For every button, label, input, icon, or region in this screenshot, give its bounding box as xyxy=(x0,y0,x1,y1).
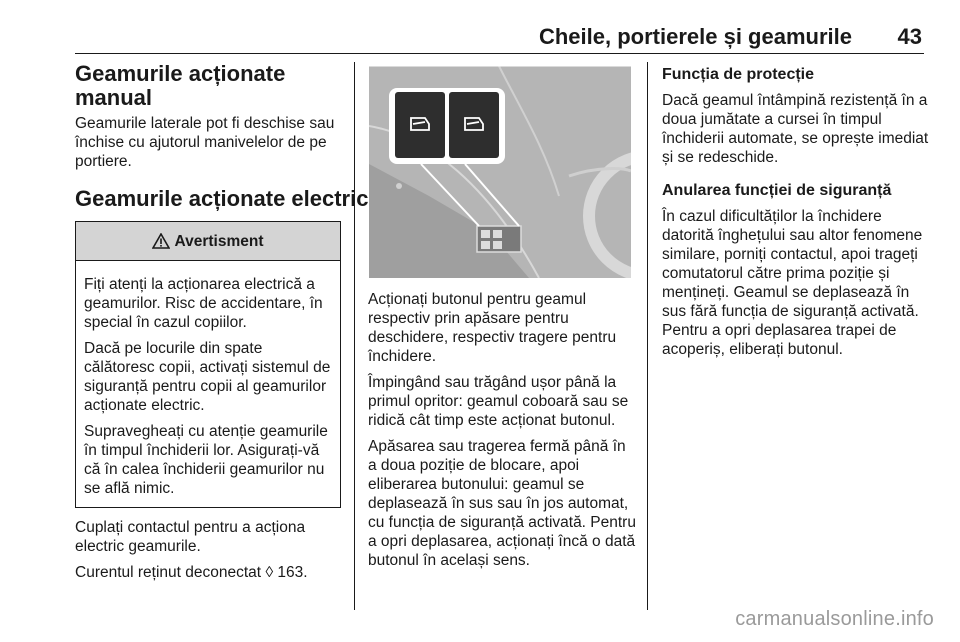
warning-paragraph: Dacă pe locurile din spate călătoresc copii, activați sistemul de siguranță pentru copii al geamurilor acționate electric. xyxy=(84,340,331,414)
instruction-paragraph: Apăsarea sau tragerea fermă până în a doua poziție de blocare, apoi eliberarea butonului: geamul se deplasează în sus sau în jos automat, cu funcția de siguranță activată. Pentru a opri deplasarea, acționați încă o dată butonul în același sens. xyxy=(368,438,636,569)
column-3 xyxy=(662,65,930,366)
protection-text: Dacă geamul întâmpină rezistență în a doua jumătate a cursei în timpul închiderii automate, se oprește imediat și se redeschide. xyxy=(662,92,929,166)
warning-body xyxy=(76,261,340,507)
column-1 xyxy=(75,61,369,589)
column-divider xyxy=(647,62,648,610)
header-rule xyxy=(75,53,924,54)
warning-triangle-icon xyxy=(152,233,170,249)
warning-paragraph: Fiți atenți la acționarea electrică a geamurilor. Risc de accidentare, în special în cazul copiilor. xyxy=(84,276,323,331)
instruction-paragraph: Acționați butonul pentru geamul respectiv prin apăsare pentru deschidere, respectiv tragere pentru închidere. xyxy=(368,291,617,365)
ignition-text: Cuplați contactul pentru a acționa electric geamurile. xyxy=(75,519,306,555)
page-header xyxy=(0,0,960,52)
heading-manual-windows: Geamurile acționate manual xyxy=(75,61,286,110)
section-title: Cheile, portierele și geamurile xyxy=(538,24,852,49)
heading-override: Anularea funcției de siguranță xyxy=(662,182,892,199)
column-2 xyxy=(368,290,636,577)
warning-paragraph: Supravegheați cu atenție geamurile în timpul închiderii lor. Asigurați-vă că în calea închiderii geamurilor nu se află nimic. xyxy=(84,423,328,497)
page-ref-icon: ◊ xyxy=(265,564,274,581)
warning-box xyxy=(75,221,341,508)
manual-windows-text: Geamurile laterale pot fi deschise sau închise cu ajutorul manivelelor de pe portiere. xyxy=(75,115,335,170)
page-number: 43 xyxy=(897,24,922,49)
heading-protection: Funcția de protecție xyxy=(662,66,815,83)
override-text: În cazul dificultăților la închidere datorită înghețului sau altor fenomene similare, porniți contactul, apoi trageți comutatorul către prima poziție și mențineți. Geamul se deplasează în sus fără funcția de siguranță activată. Pentru a opri deplasarea trapei de acoperiș, eliberați butonul. xyxy=(662,208,923,358)
retained-power-label: Curentul reținut deconectat xyxy=(75,564,262,581)
window-switch-illustration xyxy=(369,66,631,278)
watermark: carmanualsonline.info xyxy=(735,608,934,630)
instruction-paragraph: Împingând sau trăgând ușor până la primul opritor: geamul coboară sau se ridică cât timp este acționat butonul. xyxy=(368,374,629,429)
retained-power-text xyxy=(75,563,341,582)
column-divider xyxy=(354,62,355,610)
page-ref-link[interactable]: 163. xyxy=(277,564,308,581)
warning-title: Avertisment xyxy=(174,232,264,250)
heading-electric-windows: Geamurile acționate electric xyxy=(75,186,369,211)
warning-header xyxy=(76,222,340,261)
